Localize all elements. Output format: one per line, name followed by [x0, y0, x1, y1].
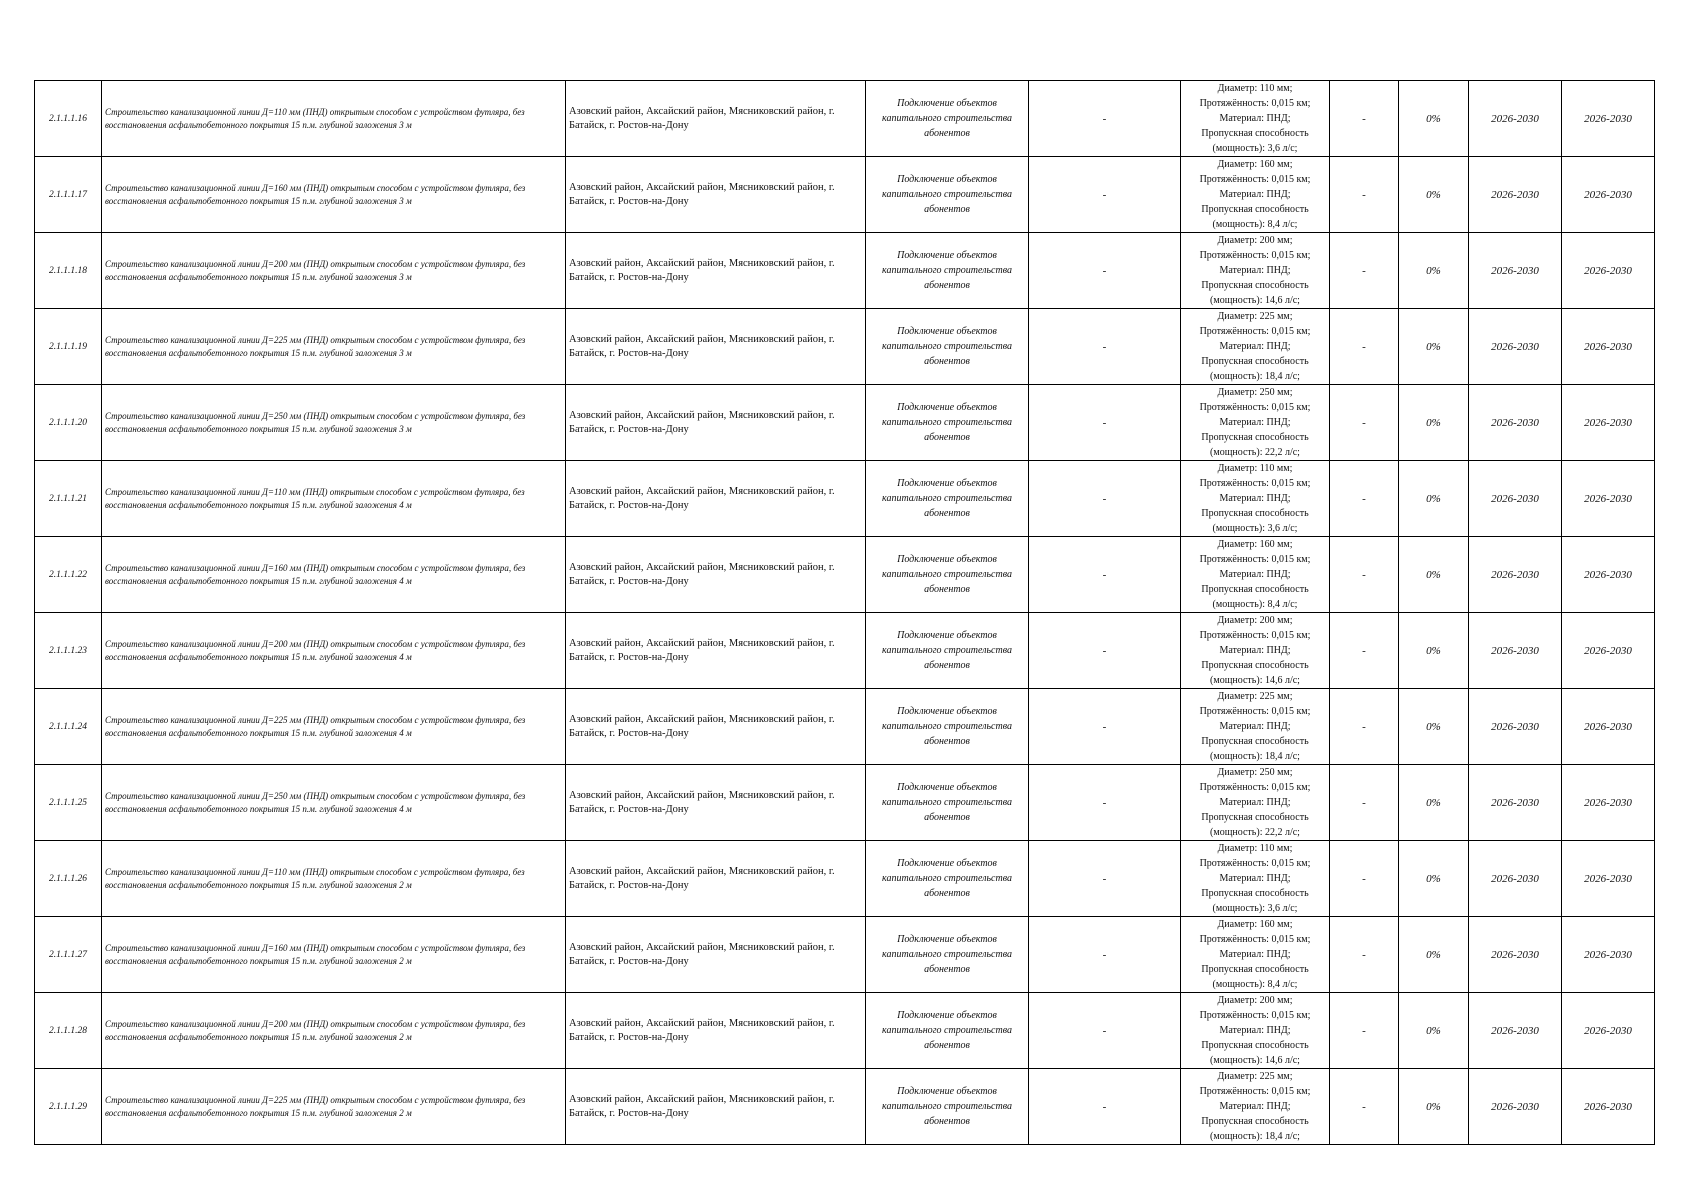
empty-value-cell: - [1330, 81, 1399, 157]
purpose-cell: Подключение объектов капитального строительства абонентов [866, 613, 1029, 689]
period-end-cell: 2026-2030 [1562, 1069, 1655, 1145]
period-end-cell: 2026-2030 [1562, 689, 1655, 765]
spec-line: Пропускная способность [1201, 204, 1309, 215]
work-name-cell: Строительство канализационной линии Д=225 мм (ПНД) открытым способом с устройством футляра, без восстановления асфальтобетонного покрытия 15 п.м. глубиной заложения 2 м [102, 1069, 566, 1145]
spec-line: Протяжённость: 0,015 км; [1199, 934, 1311, 945]
spec-line: Диаметр: 225 мм; [1217, 311, 1293, 322]
empty-value-cell: - [1029, 765, 1181, 841]
item-number-cell: 2.1.1.1.22 [35, 537, 102, 613]
item-number-cell: 2.1.1.1.28 [35, 993, 102, 1069]
table-row [35, 765, 1655, 841]
spec-line: Протяжённость: 0,015 км; [1199, 782, 1311, 793]
empty-value-cell: - [1330, 157, 1399, 233]
readiness-percent-cell: 0% [1399, 537, 1469, 613]
spec-line: Диаметр: 200 мм; [1217, 615, 1293, 626]
empty-value-cell: - [1330, 841, 1399, 917]
item-number-cell: 2.1.1.1.21 [35, 461, 102, 537]
empty-value-cell: - [1330, 461, 1399, 537]
period-start-cell: 2026-2030 [1469, 233, 1562, 309]
item-number-cell: 2.1.1.1.25 [35, 765, 102, 841]
period-start-cell: 2026-2030 [1469, 157, 1562, 233]
spec-line: Диаметр: 160 мм; [1217, 539, 1293, 550]
location-cell: Азовский район, Аксайский район, Мясниковский район, г. Батайск, г. Ростов-на-Дону [566, 993, 866, 1069]
period-start-cell: 2026-2030 [1469, 689, 1562, 765]
purpose-cell: Подключение объектов капитального строительства абонентов [866, 689, 1029, 765]
period-end-cell: 2026-2030 [1562, 385, 1655, 461]
purpose-cell: Подключение объектов капитального строительства абонентов [866, 461, 1029, 537]
specifications-cell [1181, 385, 1330, 461]
spec-line: (мощность): 22,2 л/с; [1210, 827, 1300, 838]
item-number-cell: 2.1.1.1.29 [35, 1069, 102, 1145]
specifications-cell [1181, 765, 1330, 841]
empty-value-cell: - [1330, 993, 1399, 1069]
specifications-cell [1181, 461, 1330, 537]
work-name-cell: Строительство канализационной линии Д=160 мм (ПНД) открытым способом с устройством футляра, без восстановления асфальтобетонного покрытия 15 п.м. глубиной заложения 3 м [102, 157, 566, 233]
spec-line: Протяжённость: 0,015 км; [1199, 250, 1311, 261]
period-start-cell: 2026-2030 [1469, 309, 1562, 385]
readiness-percent-cell: 0% [1399, 81, 1469, 157]
purpose-cell: Подключение объектов капитального строительства абонентов [866, 917, 1029, 993]
period-end-cell: 2026-2030 [1562, 917, 1655, 993]
spec-line: Пропускная способность [1201, 964, 1309, 975]
period-end-cell: 2026-2030 [1562, 613, 1655, 689]
table-row [35, 81, 1655, 157]
spec-line: Материал: ПНД; [1219, 797, 1291, 808]
work-name-cell: Строительство канализационной линии Д=110 мм (ПНД) открытым способом с устройством футляра, без восстановления асфальтобетонного покрытия 15 п.м. глубиной заложения 4 м [102, 461, 566, 537]
spec-line: Материал: ПНД; [1219, 493, 1291, 504]
location-cell: Азовский район, Аксайский район, Мясниковский район, г. Батайск, г. Ростов-на-Дону [566, 689, 866, 765]
readiness-percent-cell: 0% [1399, 309, 1469, 385]
work-name-cell: Строительство канализационной линии Д=200 мм (ПНД) открытым способом с устройством футляра, без восстановления асфальтобетонного покрытия 15 п.м. глубиной заложения 4 м [102, 613, 566, 689]
specifications-cell [1181, 309, 1330, 385]
spec-line: Материал: ПНД; [1219, 189, 1291, 200]
readiness-percent-cell: 0% [1399, 765, 1469, 841]
period-start-cell: 2026-2030 [1469, 461, 1562, 537]
empty-value-cell: - [1029, 993, 1181, 1069]
empty-value-cell: - [1330, 309, 1399, 385]
spec-line: Диаметр: 110 мм; [1217, 83, 1293, 94]
spec-line: Диаметр: 250 мм; [1217, 387, 1293, 398]
table-row [35, 993, 1655, 1069]
spec-line: Диаметр: 160 мм; [1217, 919, 1293, 930]
work-name-cell: Строительство канализационной линии Д=110 мм (ПНД) открытым способом с устройством футляра, без восстановления асфальтобетонного покрытия 15 п.м. глубиной заложения 2 м [102, 841, 566, 917]
specifications-cell [1181, 613, 1330, 689]
empty-value-cell: - [1330, 917, 1399, 993]
item-number-cell: 2.1.1.1.23 [35, 613, 102, 689]
purpose-cell: Подключение объектов капитального строительства абонентов [866, 233, 1029, 309]
spec-line: Диаметр: 110 мм; [1217, 843, 1293, 854]
location-cell: Азовский район, Аксайский район, Мясниковский район, г. Батайск, г. Ростов-на-Дону [566, 613, 866, 689]
location-cell: Азовский район, Аксайский район, Мясниковский район, г. Батайск, г. Ростов-на-Дону [566, 841, 866, 917]
specifications-cell [1181, 1069, 1330, 1145]
period-start-cell: 2026-2030 [1469, 537, 1562, 613]
spec-line: Материал: ПНД; [1219, 265, 1291, 276]
location-cell: Азовский район, Аксайский район, Мясниковский район, г. Батайск, г. Ростов-на-Дону [566, 81, 866, 157]
empty-value-cell: - [1330, 689, 1399, 765]
table-row [35, 309, 1655, 385]
spec-line: (мощность): 3,6 л/с; [1212, 143, 1298, 154]
purpose-cell: Подключение объектов капитального строительства абонентов [866, 157, 1029, 233]
location-cell: Азовский район, Аксайский район, Мясниковский район, г. Батайск, г. Ростов-на-Дону [566, 385, 866, 461]
table-row [35, 917, 1655, 993]
empty-value-cell: - [1330, 233, 1399, 309]
period-start-cell: 2026-2030 [1469, 841, 1562, 917]
spec-line: Протяжённость: 0,015 км; [1199, 1010, 1311, 1021]
specifications-cell [1181, 81, 1330, 157]
spec-line: (мощность): 18,4 л/с; [1210, 1131, 1300, 1142]
purpose-cell: Подключение объектов капитального строительства абонентов [866, 1069, 1029, 1145]
purpose-cell: Подключение объектов капитального строительства абонентов [866, 81, 1029, 157]
spec-line: Пропускная способность [1201, 888, 1309, 899]
specifications-cell [1181, 537, 1330, 613]
specifications-cell [1181, 233, 1330, 309]
work-name-cell: Строительство канализационной линии Д=225 мм (ПНД) открытым способом с устройством футляра, без восстановления асфальтобетонного покрытия 15 п.м. глубиной заложения 3 м [102, 309, 566, 385]
spec-line: Протяжённость: 0,015 км; [1199, 174, 1311, 185]
work-name-cell: Строительство канализационной линии Д=160 мм (ПНД) открытым способом с устройством футляра, без восстановления асфальтобетонного покрытия 15 п.м. глубиной заложения 4 м [102, 537, 566, 613]
table-row [35, 841, 1655, 917]
period-start-cell: 2026-2030 [1469, 613, 1562, 689]
specifications-cell [1181, 157, 1330, 233]
spec-line: Протяжённость: 0,015 км; [1199, 554, 1311, 565]
spec-line: (мощность): 8,4 л/с; [1212, 219, 1298, 230]
spec-line: Материал: ПНД; [1219, 949, 1291, 960]
spec-line: (мощность): 18,4 л/с; [1210, 371, 1300, 382]
table-row [35, 613, 1655, 689]
location-cell: Азовский район, Аксайский район, Мясниковский район, г. Батайск, г. Ростов-на-Дону [566, 537, 866, 613]
specifications-cell [1181, 841, 1330, 917]
spec-line: (мощность): 8,4 л/с; [1212, 599, 1298, 610]
table-row [35, 385, 1655, 461]
spec-line: Материал: ПНД; [1219, 721, 1291, 732]
location-cell: Азовский район, Аксайский район, Мясниковский район, г. Батайск, г. Ростов-на-Дону [566, 309, 866, 385]
location-cell: Азовский район, Аксайский район, Мясниковский район, г. Батайск, г. Ростов-на-Дону [566, 233, 866, 309]
spec-line: (мощность): 14,6 л/с; [1210, 1055, 1300, 1066]
period-start-cell: 2026-2030 [1469, 765, 1562, 841]
work-name-cell: Строительство канализационной линии Д=160 мм (ПНД) открытым способом с устройством футляра, без восстановления асфальтобетонного покрытия 15 п.м. глубиной заложения 2 м [102, 917, 566, 993]
spec-line: (мощность): 3,6 л/с; [1212, 903, 1298, 914]
item-number-cell: 2.1.1.1.19 [35, 309, 102, 385]
empty-value-cell: - [1029, 233, 1181, 309]
spec-line: Материал: ПНД; [1219, 417, 1291, 428]
period-start-cell: 2026-2030 [1469, 917, 1562, 993]
readiness-percent-cell: 0% [1399, 689, 1469, 765]
spec-line: Диаметр: 250 мм; [1217, 767, 1293, 778]
specifications-cell [1181, 993, 1330, 1069]
work-name-cell: Строительство канализационной линии Д=200 мм (ПНД) открытым способом с устройством футляра, без восстановления асфальтобетонного покрытия 15 п.м. глубиной заложения 2 м [102, 993, 566, 1069]
item-number-cell: 2.1.1.1.17 [35, 157, 102, 233]
readiness-percent-cell: 0% [1399, 233, 1469, 309]
spec-line: Диаметр: 225 мм; [1217, 1071, 1293, 1082]
readiness-percent-cell: 0% [1399, 613, 1469, 689]
work-name-cell: Строительство канализационной линии Д=225 мм (ПНД) открытым способом с устройством футляра, без восстановления асфальтобетонного покрытия 15 п.м. глубиной заложения 4 м [102, 689, 566, 765]
table-row [35, 1069, 1655, 1145]
spec-line: Материал: ПНД; [1219, 113, 1291, 124]
readiness-percent-cell: 0% [1399, 385, 1469, 461]
empty-value-cell: - [1330, 613, 1399, 689]
work-name-cell: Строительство канализационной линии Д=200 мм (ПНД) открытым способом с устройством футляра, без восстановления асфальтобетонного покрытия 15 п.м. глубиной заложения 3 м [102, 233, 566, 309]
construction-table [34, 80, 1655, 1145]
spec-line: (мощность): 22,2 л/с; [1210, 447, 1300, 458]
purpose-cell: Подключение объектов капитального строительства абонентов [866, 385, 1029, 461]
period-end-cell: 2026-2030 [1562, 157, 1655, 233]
item-number-cell: 2.1.1.1.27 [35, 917, 102, 993]
spec-line: Материал: ПНД; [1219, 1101, 1291, 1112]
period-start-cell: 2026-2030 [1469, 385, 1562, 461]
specifications-cell [1181, 689, 1330, 765]
spec-line: Пропускная способность [1201, 660, 1309, 671]
spec-line: (мощность): 18,4 л/с; [1210, 751, 1300, 762]
spec-line: Материал: ПНД; [1219, 341, 1291, 352]
location-cell: Азовский район, Аксайский район, Мясниковский район, г. Батайск, г. Ростов-на-Дону [566, 765, 866, 841]
empty-value-cell: - [1330, 537, 1399, 613]
empty-value-cell: - [1029, 841, 1181, 917]
period-end-cell: 2026-2030 [1562, 765, 1655, 841]
item-number-cell: 2.1.1.1.26 [35, 841, 102, 917]
purpose-cell: Подключение объектов капитального строительства абонентов [866, 309, 1029, 385]
spec-line: Диаметр: 200 мм; [1217, 235, 1293, 246]
period-end-cell: 2026-2030 [1562, 993, 1655, 1069]
period-end-cell: 2026-2030 [1562, 461, 1655, 537]
item-number-cell: 2.1.1.1.16 [35, 81, 102, 157]
spec-line: Протяжённость: 0,015 км; [1199, 858, 1311, 869]
readiness-percent-cell: 0% [1399, 157, 1469, 233]
spec-line: Пропускная способность [1201, 280, 1309, 291]
specifications-cell [1181, 917, 1330, 993]
location-cell: Азовский район, Аксайский район, Мясниковский район, г. Батайск, г. Ростов-на-Дону [566, 157, 866, 233]
location-cell: Азовский район, Аксайский район, Мясниковский район, г. Батайск, г. Ростов-на-Дону [566, 917, 866, 993]
period-end-cell: 2026-2030 [1562, 537, 1655, 613]
readiness-percent-cell: 0% [1399, 917, 1469, 993]
purpose-cell: Подключение объектов капитального строительства абонентов [866, 765, 1029, 841]
spec-line: (мощность): 14,6 л/с; [1210, 295, 1300, 306]
spec-line: Диаметр: 225 мм; [1217, 691, 1293, 702]
spec-line: Пропускная способность [1201, 128, 1309, 139]
location-cell: Азовский район, Аксайский район, Мясниковский район, г. Батайск, г. Ростов-на-Дону [566, 461, 866, 537]
spec-line: (мощность): 14,6 л/с; [1210, 675, 1300, 686]
period-end-cell: 2026-2030 [1562, 841, 1655, 917]
spec-line: Пропускная способность [1201, 736, 1309, 747]
table-row [35, 233, 1655, 309]
spec-line: Протяжённость: 0,015 км; [1199, 478, 1311, 489]
readiness-percent-cell: 0% [1399, 841, 1469, 917]
readiness-percent-cell: 0% [1399, 461, 1469, 537]
spec-line: (мощность): 8,4 л/с; [1212, 979, 1298, 990]
spec-line: Протяжённость: 0,015 км; [1199, 1086, 1311, 1097]
purpose-cell: Подключение объектов капитального строительства абонентов [866, 841, 1029, 917]
spec-line: (мощность): 3,6 л/с; [1212, 523, 1298, 534]
purpose-cell: Подключение объектов капитального строительства абонентов [866, 993, 1029, 1069]
spec-line: Диаметр: 160 мм; [1217, 159, 1293, 170]
empty-value-cell: - [1029, 157, 1181, 233]
spec-line: Протяжённость: 0,015 км; [1199, 402, 1311, 413]
spec-line: Диаметр: 110 мм; [1217, 463, 1293, 474]
item-number-cell: 2.1.1.1.24 [35, 689, 102, 765]
spec-line: Пропускная способность [1201, 1116, 1309, 1127]
period-start-cell: 2026-2030 [1469, 81, 1562, 157]
spec-line: Протяжённость: 0,015 км; [1199, 98, 1311, 109]
period-start-cell: 2026-2030 [1469, 993, 1562, 1069]
spec-line: Пропускная способность [1201, 356, 1309, 367]
purpose-cell: Подключение объектов капитального строительства абонентов [866, 537, 1029, 613]
period-start-cell: 2026-2030 [1469, 1069, 1562, 1145]
item-number-cell: 2.1.1.1.20 [35, 385, 102, 461]
spec-line: Материал: ПНД; [1219, 569, 1291, 580]
period-end-cell: 2026-2030 [1562, 309, 1655, 385]
readiness-percent-cell: 0% [1399, 993, 1469, 1069]
work-name-cell: Строительство канализационной линии Д=250 мм (ПНД) открытым способом с устройством футляра, без восстановления асфальтобетонного покрытия 15 п.м. глубиной заложения 3 м [102, 385, 566, 461]
spec-line: Пропускная способность [1201, 432, 1309, 443]
empty-value-cell: - [1330, 765, 1399, 841]
table-row [35, 461, 1655, 537]
empty-value-cell: - [1029, 1069, 1181, 1145]
spec-line: Протяжённость: 0,015 км; [1199, 326, 1311, 337]
spec-line: Пропускная способность [1201, 812, 1309, 823]
spec-line: Протяжённость: 0,015 км; [1199, 630, 1311, 641]
work-name-cell: Строительство канализационной линии Д=250 мм (ПНД) открытым способом с устройством футляра, без восстановления асфальтобетонного покрытия 15 п.м. глубиной заложения 4 м [102, 765, 566, 841]
empty-value-cell: - [1330, 385, 1399, 461]
spec-line: Протяжённость: 0,015 км; [1199, 706, 1311, 717]
table-row [35, 689, 1655, 765]
period-end-cell: 2026-2030 [1562, 233, 1655, 309]
item-number-cell: 2.1.1.1.18 [35, 233, 102, 309]
spec-line: Пропускная способность [1201, 508, 1309, 519]
period-end-cell: 2026-2030 [1562, 81, 1655, 157]
spec-line: Диаметр: 200 мм; [1217, 995, 1293, 1006]
empty-value-cell: - [1029, 309, 1181, 385]
spec-line: Пропускная способность [1201, 1040, 1309, 1051]
empty-value-cell: - [1330, 1069, 1399, 1145]
empty-value-cell: - [1029, 461, 1181, 537]
empty-value-cell: - [1029, 81, 1181, 157]
empty-value-cell: - [1029, 385, 1181, 461]
empty-value-cell: - [1029, 537, 1181, 613]
spec-line: Пропускная способность [1201, 584, 1309, 595]
table-row [35, 157, 1655, 233]
location-cell: Азовский район, Аксайский район, Мясниковский район, г. Батайск, г. Ростов-на-Дону [566, 1069, 866, 1145]
empty-value-cell: - [1029, 917, 1181, 993]
spec-line: Материал: ПНД; [1219, 1025, 1291, 1036]
empty-value-cell: - [1029, 689, 1181, 765]
work-name-cell: Строительство канализационной линии Д=110 мм (ПНД) открытым способом с устройством футляра, без восстановления асфальтобетонного покрытия 15 п.м. глубиной заложения 3 м [102, 81, 566, 157]
table-body [35, 81, 1655, 1145]
spec-line: Материал: ПНД; [1219, 645, 1291, 656]
spec-line: Материал: ПНД; [1219, 873, 1291, 884]
readiness-percent-cell: 0% [1399, 1069, 1469, 1145]
table-row [35, 537, 1655, 613]
empty-value-cell: - [1029, 613, 1181, 689]
